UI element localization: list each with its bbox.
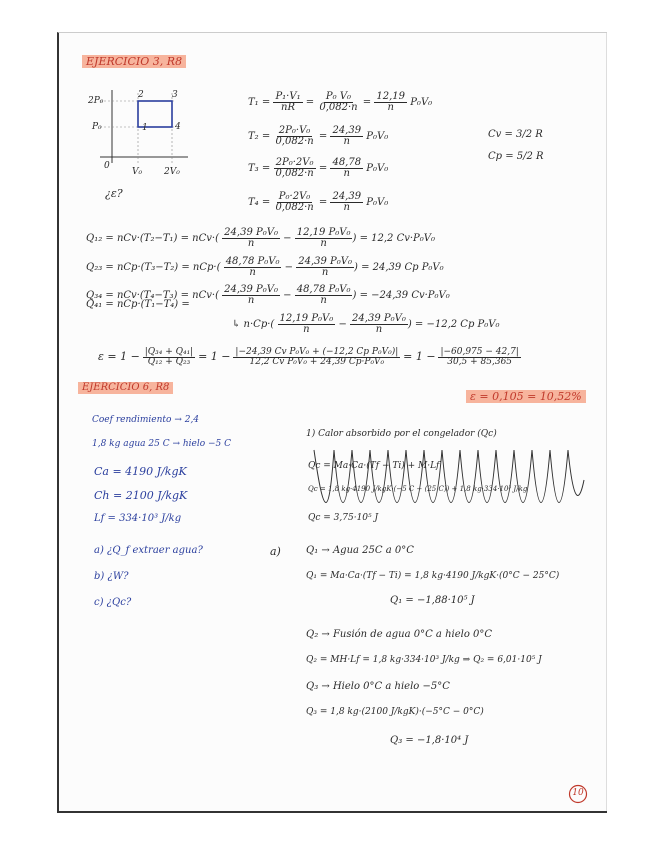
pv-label-2p0: 2P₀ [88,96,104,106]
pv-label-p0: P₀ [92,122,102,132]
given-mass: 1,8 kg agua 25 C → hielo −5 C [92,439,232,449]
pv-label-v0: V₀ [132,167,143,177]
pv-corner-3: 3 [172,90,178,100]
given-cop: Coef rendimiento → 2,4 [92,415,200,425]
exercise-3-header: EJERCICIO 3, R8 [82,55,186,68]
t1-equation: T₁ = $\frac{\text{P₁·V₁}}{nR}$ = $\frac{\text{P₀ V₀}}{0,082\cdot n}$ = $\frac{12,19}{n}$ P₀V₀ [248,91,433,113]
exercise-6-header: EJERCICIO 6, R8 [78,382,173,394]
heat-line-1: Qc = Ma·Ca·(Tf − Ti) + M·Lf [308,461,440,471]
given-ca: Ca = 4190 J/kgK [94,465,187,478]
given-lf: Lf = 334·10³ J/kg [94,513,182,524]
t2-equation: T₂ = $\frac{\text{2P₀·V₀}}{0,082\cdot n}$ = $\frac{24,39}{n}$ P₀V₀ [248,125,389,147]
q41-equation: ↳ n·Cp·( $\frac{\text{12,19 P₀V₀}}{n}$ − $\frac{\text{24,39 P₀V₀}}{n}$ ) = −12,2 Cp P₀V₀ [232,313,500,335]
q34-equation: Q₃₄ = nCv·(T₄−T₃) = nCv·( $\frac{\text{24,39 P₀V₀}}{n}$ − $\frac{\text{48,78 P₀V₀}}{n}$ ) = −24,39 Cv·P₀V₀ [86,284,450,306]
step-q3-result: Q₃ = −1,8·10⁴ J [390,735,469,746]
cv-value: Cv = 3/2 R [488,129,543,140]
t4-equation: T₄ = $\frac{\text{P₀·2V₀}}{0,082\cdot n}$ = $\frac{24,39}{n}$ P₀V₀ [248,191,389,213]
step-q2-title: Q₂ → Fusión de agua 0°C a hielo 0°C [306,629,493,640]
step-q2-equation: Q₂ = MH·Lf = 1,8 kg·334·10³ J/kg ⇒ Q₂ = 6,01·10⁵ J [306,655,542,665]
pv-corner-4: 4 [175,122,181,132]
efficiency-equation: ε = 1 − $\frac{\text{|Q₃₄ + Q₄₁|}}{\text{Q₁₂ + Q₂₃}}$ = 1 − $\frac{\text{|−24,39 Cv P₀V₀ + (−12,2 Cp P₀V₀)|}}{\text{12,2 Cv P₀V₀ + 24,39 Cp·P₀V₀}}$ = 1 − $\frac{|-60,975 - 42,7|}{30,5 + 85,365}$ [98,347,519,367]
step-q1-title: Q₁ → Agua 25C a 0°C [306,545,414,556]
q41-label: Q₄₁ = nCp·(T₁−T₄) = [86,299,190,310]
q12-equation: Q₁₂ = nCv·(T₂−T₁) = nCv·( $\frac{\text{24,39 P₀V₀}}{n}$ − $\frac{\text{12,19 P₀V₀}}{n}$ ) = 12,2 Cv·P₀V₀ [86,227,436,249]
pv-corner-2: 2 [138,90,144,100]
question-a: a) ¿Q_f extraer agua? [94,545,203,556]
heat-line-3: Qc = 3,75·10⁵ J [308,513,379,523]
step-q1-result: Q₁ = −1,88·10⁵ J [390,595,475,606]
part-a-label: a) [270,545,281,558]
pv-corner-1: 1 [142,123,148,133]
t3-equation: T₃ = $\frac{\text{2P₀·2V₀}}{0,082\cdot n}$ = $\frac{48,78}{n}$ P₀V₀ [248,157,389,179]
page-number: 10 [572,788,584,798]
cp-value: Cp = 5/2 R [488,151,544,162]
efficiency-question: ¿ε? [105,187,123,200]
q23-equation: Q₂₃ = nCp·(T₃−T₂) = nCp·( $\frac{\text{48,78 P₀V₀}}{n}$ − $\frac{\text{24,39 P₀V₀}}{n}$ ) = 24,39 Cp P₀V₀ [86,256,444,278]
step-q3-title: Q₃ → Hielo 0°C a hielo −5°C [306,681,450,692]
step-q3-equation: Q₃ = 1,8 kg·(2100 J/kgK)·(−5°C − 0°C) [306,707,484,717]
question-c: c) ¿Qc? [94,597,132,608]
efficiency-answer: ε = 0,105 = 10,52% [466,390,586,403]
pv-label-2v0: 2V₀ [164,167,180,177]
step-q1-equation: Q₁ = Ma·Ca·(Tf − Ti) = 1,8 kg·4190 J/kgK·(0°C − 25°C) [306,571,560,581]
heat-line-2: Qc = 1,8 kg·4190 J/kgK·(−5 C − (25 C)) + 1,8 kg·334·10³ J/kg [308,485,528,493]
pv-label-origin: 0 [104,161,110,171]
given-ch: Ch = 2100 J/kgK [94,489,188,502]
scribble-strikeout [304,440,594,530]
question-b: b) ¿W? [94,571,129,582]
heat-title: 1) Calor absorbido por el congelador (Qc) [306,429,497,439]
